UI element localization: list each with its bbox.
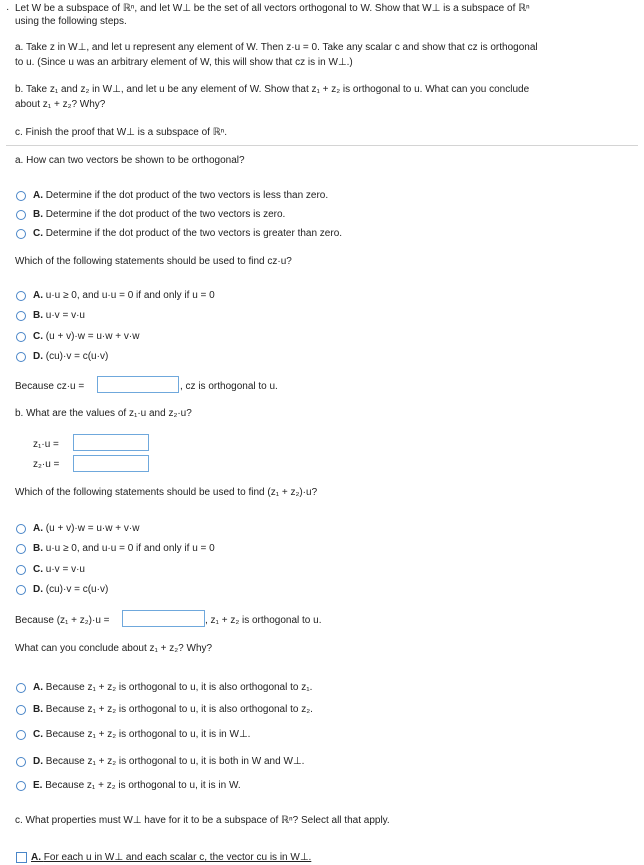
q5-option-e[interactable] <box>33 779 241 792</box>
q4-option-b-letter: B. <box>33 543 43 554</box>
q5-option-b-text: Because z₁ + z₂ is orthogonal to u, it is also orthogonal to z₂. <box>45 704 313 715</box>
fill1-before: Because cz·u = <box>15 381 85 392</box>
q4-option-a[interactable] <box>33 522 139 535</box>
q5-option-a[interactable] <box>33 681 312 694</box>
q1-option-b[interactable] <box>33 208 285 221</box>
q2-option-a-radio[interactable] <box>16 291 26 301</box>
q1-option-b-text: Determine if the dot product of the two vectors is zero. <box>45 209 286 220</box>
part-a-line-1: a. Take z in W⊥, and let u represent any element of W. Then z·u = 0. Take any scalar c and show that cz is orthogonal <box>15 42 538 53</box>
q2-option-b-text: u·v = v·u <box>45 310 85 321</box>
q5-option-e-text: Because z₁ + z₂ is orthogonal to u, it is in W. <box>45 780 241 791</box>
q4-option-a-radio[interactable] <box>16 524 26 534</box>
q2-option-b-letter: B. <box>33 310 43 321</box>
z1-dot-u-input[interactable] <box>73 434 149 451</box>
q4-option-a-text: (u + v)·w = u·w + v·w <box>45 523 140 534</box>
q5-option-c[interactable] <box>33 728 250 741</box>
q5-option-d[interactable] <box>33 755 304 768</box>
q2-option-c-letter: C. <box>33 331 43 342</box>
q4-option-d-letter: D. <box>33 584 43 595</box>
q1-prompt: a. How can two vectors be shown to be orthogonal? <box>15 155 245 166</box>
q2-option-c[interactable] <box>33 330 139 343</box>
q2-option-d-text: (cu)·v = c(u·v) <box>45 351 109 362</box>
q4-option-c-letter: C. <box>33 564 43 575</box>
divider <box>6 145 638 146</box>
z-sum-dot-u-input[interactable] <box>122 610 205 627</box>
q1-option-b-letter: B. <box>33 209 43 220</box>
q2-prompt: Which of the following statements should be used to find cz·u? <box>15 256 292 267</box>
q2-option-d[interactable] <box>33 350 108 363</box>
q4-option-b[interactable] <box>33 542 215 555</box>
q4-option-d-radio[interactable] <box>16 585 26 595</box>
q6-option-a-letter: A. <box>31 852 41 863</box>
q5-option-d-text: Because z₁ + z₂ is orthogonal to u, it is both in W and W⊥. <box>45 756 305 767</box>
q6-option-a[interactable] <box>31 851 311 864</box>
q1-option-b-radio[interactable] <box>16 210 26 220</box>
z2-dot-u-input[interactable] <box>73 455 149 472</box>
q2-option-d-radio[interactable] <box>16 352 26 362</box>
q1-option-c-letter: C. <box>33 228 43 239</box>
q1-option-c[interactable] <box>33 227 342 240</box>
q5-option-c-text: Because z₁ + z₂ is orthogonal to u, it is in W⊥. <box>45 729 251 740</box>
problem-line-2: using the following steps. <box>15 16 127 27</box>
q4-option-d-text: (cu)·v = c(u·v) <box>45 584 109 595</box>
q4-option-b-radio[interactable] <box>16 544 26 554</box>
part-c-text: c. Finish the proof that W⊥ is a subspace of ℝⁿ. <box>15 127 228 138</box>
q2-option-d-letter: D. <box>33 351 43 362</box>
cz-dot-u-input[interactable] <box>97 376 179 393</box>
q5-option-b[interactable] <box>33 703 313 716</box>
q5-option-a-text: Because z₁ + z₂ is orthogonal to u, it is also orthogonal to z₁. <box>45 682 313 693</box>
q1-option-c-text: Determine if the dot product of the two vectors is greater than zero. <box>45 228 343 239</box>
q6-option-a-checkbox[interactable] <box>16 852 27 863</box>
q2-option-c-text: (u + v)·w = u·w + v·w <box>45 331 140 342</box>
q2-option-b[interactable] <box>33 309 85 322</box>
q4-option-c-text: u·v = v·u <box>45 564 85 575</box>
q6-prompt: c. What properties must W⊥ have for it to be a subspace of ℝⁿ? Select all that apply. <box>15 815 390 826</box>
q5-option-a-radio[interactable] <box>16 683 26 693</box>
q4-option-b-text: u·u ≥ 0, and u·u = 0 if and only if u = 0 <box>45 543 215 554</box>
q5-option-c-letter: C. <box>33 729 43 740</box>
q2-option-b-radio[interactable] <box>16 311 26 321</box>
q5-prompt: What can you conclude about z₁ + z₂? Why? <box>15 643 213 654</box>
q2-option-a-letter: A. <box>33 290 43 301</box>
q1-option-a[interactable] <box>33 189 328 202</box>
q5-option-e-letter: E. <box>33 780 43 791</box>
q3-prompt: b. What are the values of z₁·u and z₂·u? <box>15 408 192 419</box>
q4-option-c[interactable] <box>33 563 85 576</box>
q1-option-a-text: Determine if the dot product of the two vectors is less than zero. <box>45 190 329 201</box>
z2-dot-u-label: z₂·u = <box>33 459 60 470</box>
q5-option-b-radio[interactable] <box>16 705 26 715</box>
q4-option-d[interactable] <box>33 583 108 596</box>
fill1-after: , cz is orthogonal to u. <box>180 381 278 392</box>
q5-option-a-letter: A. <box>33 682 43 693</box>
bullet-marker: · <box>6 4 10 15</box>
fill2-after: , z₁ + z₂ is orthogonal to u. <box>205 615 322 626</box>
q1-option-a-radio[interactable] <box>16 191 26 201</box>
problem-line-1: Let W be a subspace of ℝⁿ, and let W⊥ be the set of all vectors orthogonal to W. Show that W⊥ is a subspace of ℝⁿ <box>15 3 530 14</box>
q2-option-a-text: u·u ≥ 0, and u·u = 0 if and only if u = 0 <box>45 290 215 301</box>
q2-option-c-radio[interactable] <box>16 332 26 342</box>
q5-option-d-radio[interactable] <box>16 757 26 767</box>
q2-option-a[interactable] <box>33 289 215 302</box>
q5-option-b-letter: B. <box>33 704 43 715</box>
part-a-line-2: to u. (Since u was an arbitrary element of W, this will show that cz is in W⊥.) <box>15 57 353 68</box>
q5-option-d-letter: D. <box>33 756 43 767</box>
part-b-line-2: about z₁ + z₂? Why? <box>15 99 106 110</box>
fill2-before: Because (z₁ + z₂)·u = <box>15 615 110 626</box>
q4-option-c-radio[interactable] <box>16 565 26 575</box>
part-b-line-1: b. Take z₁ and z₂ in W⊥, and let u be any element of W. Show that z₁ + z₂ is orthogonal to u. What can you conclude <box>15 84 530 95</box>
q6-option-a-text: For each u in W⊥ and each scalar c, the vector cu is in W⊥. <box>43 852 312 863</box>
q4-prompt: Which of the following statements should be used to find (z₁ + z₂)·u? <box>15 487 318 498</box>
q4-option-a-letter: A. <box>33 523 43 534</box>
q5-option-e-radio[interactable] <box>16 781 26 791</box>
q1-option-c-radio[interactable] <box>16 229 26 239</box>
q1-option-a-letter: A. <box>33 190 43 201</box>
q5-option-c-radio[interactable] <box>16 730 26 740</box>
z1-dot-u-label: z₁·u = <box>33 439 59 450</box>
